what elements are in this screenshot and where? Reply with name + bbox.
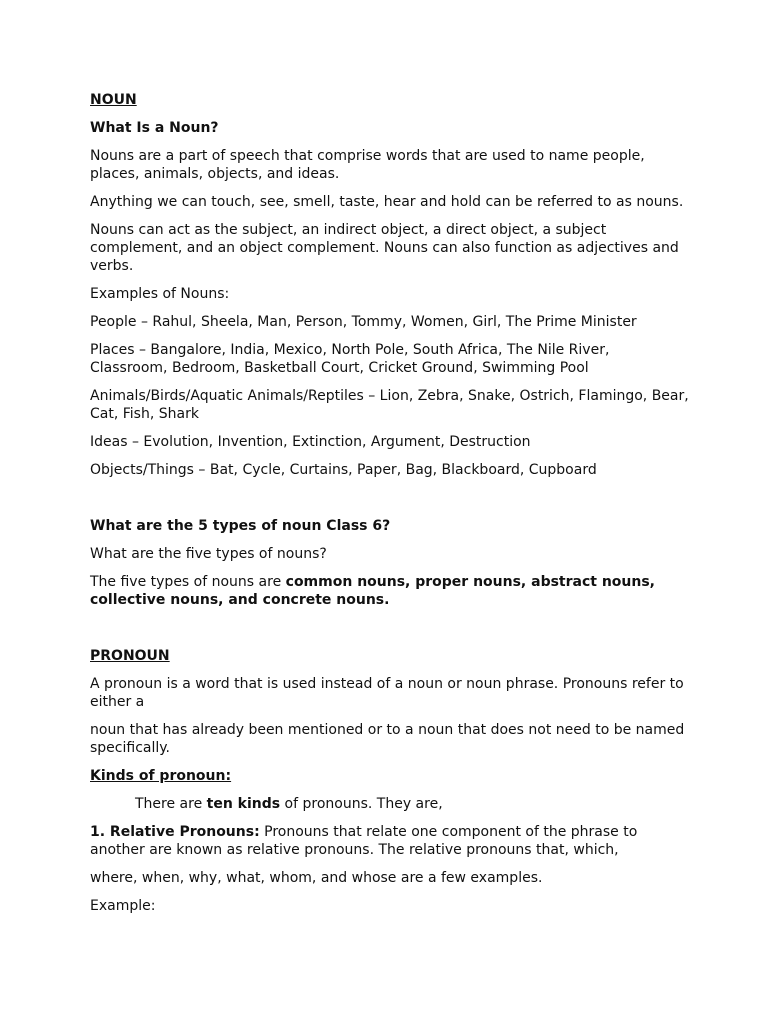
relative-pronouns-text: Pronouns that relate one component of the phrase to another are known as relative pronouns. The relative pronouns that, which, bbox=[90, 824, 638, 858]
kinds-intro-suffix: of pronouns. They are, bbox=[280, 796, 443, 812]
noun-examples-label: Examples of Nouns: bbox=[90, 286, 230, 302]
kinds-heading: Kinds of pronoun: bbox=[90, 768, 232, 784]
noun-functions-text: Nouns can act as the subject, an indirect object, a direct object, a subject complement, and an object complement. Nouns can also function as adjectives and verbs. bbox=[90, 222, 679, 274]
kinds-intro-prefix: There are bbox=[135, 796, 207, 812]
types-answer-prefix: The five types of nouns are bbox=[90, 574, 286, 590]
noun-heading: NOUN bbox=[90, 92, 137, 108]
types-answer bbox=[90, 573, 690, 609]
types-sub-question: What are the five types of nouns? bbox=[90, 546, 327, 562]
document-page bbox=[90, 91, 690, 925]
relative-pronouns-paragraph bbox=[90, 823, 690, 859]
pronoun-heading: PRONOUN bbox=[90, 648, 170, 664]
types-answer-list: common nouns, proper nouns, abstract nouns, collective nouns, and concrete nouns. bbox=[90, 574, 655, 608]
relative-pronouns-label: 1. Relative Pronouns: bbox=[90, 824, 260, 840]
noun-senses-text: Anything we can touch, see, smell, taste, hear and hold can be referred to as nouns. bbox=[90, 194, 684, 210]
relative-pronouns-examples: where, when, why, what, whom, and whose are a few examples. bbox=[90, 870, 543, 886]
noun-definition: Nouns are a part of speech that comprise words that are used to name people, places, animals, objects, and ideas. bbox=[90, 148, 645, 182]
pronoun-definition-line1: A pronoun is a word that is used instead of a noun or noun phrase. Pronouns refer to either a bbox=[90, 676, 684, 710]
pronoun-definition-line2: noun that has already been mentioned or to a noun that does not need to be named specifically. bbox=[90, 722, 685, 756]
noun-example-places: Places – Bangalore, India, Mexico, North Pole, South Africa, The Nile River, Classroom, Bedroom, Basketball Court, Cricket Ground, Swimming Pool bbox=[90, 342, 610, 376]
noun-example-objects: Objects/Things – Bat, Cycle, Curtains, Paper, Bag, Blackboard, Cupboard bbox=[90, 462, 597, 478]
example-label: Example: bbox=[90, 898, 156, 914]
noun-example-ideas: Ideas – Evolution, Invention, Extinction, Argument, Destruction bbox=[90, 434, 531, 450]
types-question: What are the 5 types of noun Class 6? bbox=[90, 518, 391, 534]
noun-example-people: People – Rahul, Sheela, Man, Person, Tommy, Women, Girl, The Prime Minister bbox=[90, 314, 637, 330]
kinds-intro-count: ten kinds bbox=[206, 796, 281, 812]
kinds-intro bbox=[90, 795, 690, 813]
noun-example-animals: Animals/Birds/Aquatic Animals/Reptiles – Lion, Zebra, Snake, Ostrich, Flamingo, Bear, Cat, Fish, Shark bbox=[90, 388, 689, 422]
noun-question: What Is a Noun? bbox=[90, 120, 219, 136]
